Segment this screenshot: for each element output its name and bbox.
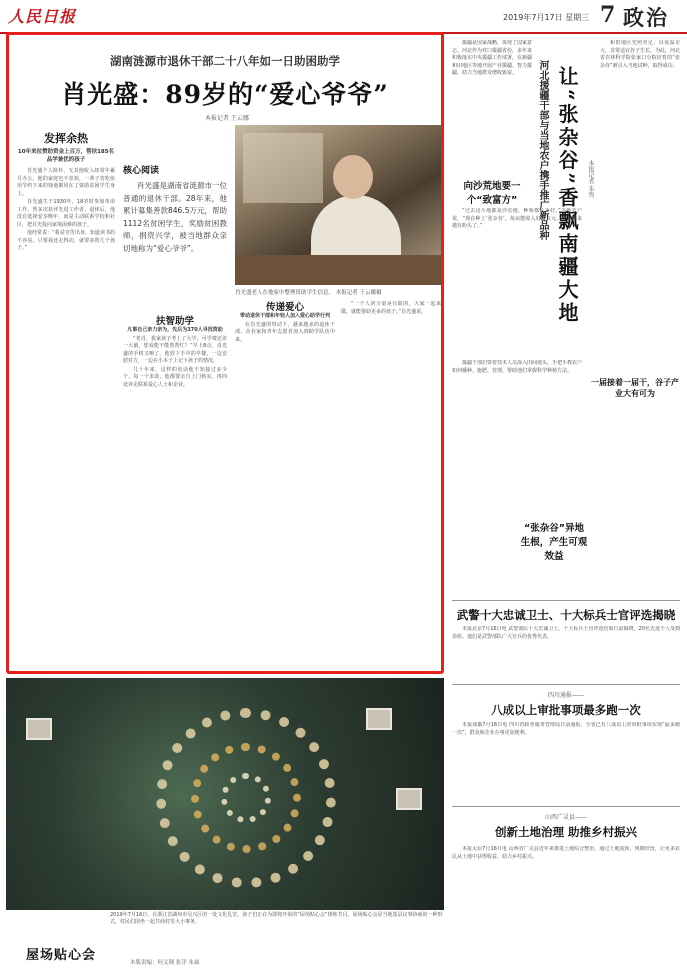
mid-note-2: 带动退休干部和年轻人加入爱心助学行列 <box>239 312 330 319</box>
left-subhead: 发挥余热 <box>44 132 88 145</box>
page-editors: 本版责编：何义钢 张洋 朱焱 <box>130 960 200 966</box>
publication-date: 2019年7月17日 星期三 <box>503 13 590 22</box>
paragraph: 肖光盛个人简朴，无其他收入却常年累月办公，他的家庭也不宽裕，一辈子省吃俭用节约下来的钱他都用在了资助贫困学生身上。 <box>17 168 115 197</box>
sichuan-kicker: 四川通报—— <box>547 692 584 699</box>
paragraph: “老肖，我家孩子考上了大学，可学费还差一大截，您看能不能帮帮忙？”早上8点，肖光盛的手机又响了。他放下手中的早餐，一边安慰对方，一边在小本子上记下孩子的情况。 <box>123 335 227 364</box>
paragraph: 在肖光盛的带动下，越来越多的退休干部、企业家和青年志愿者加入到助学队伍中来。 <box>235 321 335 343</box>
paragraph: 和田地区光照充足、昼夜温差大，非常适宜谷子生长。为此，河北省农林科学院张家口分院培育的“张杂谷”被引入当地试种，取得成功。 <box>600 40 680 69</box>
middle-column-1 <box>123 315 227 665</box>
left-column <box>17 130 115 670</box>
paragraph: “过去这片地都是沙荒地，种啥都长不好。”当地农户说，“现在种上‘张杂谷’，每亩能收入好几百元，日子越来越有盼头了。” <box>452 208 582 229</box>
portrait-photo <box>235 125 441 285</box>
armed-police-text <box>452 626 680 678</box>
sichuan-headline[interactable]: 八成以上审批事项最多跑一次 <box>491 703 641 717</box>
page-number: 7 <box>600 2 616 28</box>
paragraph: 本报成都7月16日电 四川省政务服务管理局日前通报，全省已有八成以上的审批事项实现“最多跑一次”，群众和企业办事更加便利。 <box>452 722 680 736</box>
paragraph: 肖光盛生于1930年，18岁时参加革命工作，曾多次获评先进工作者。退休后，他没有选择安享晚年，而是主动联系学校和社区，把目光投向家境困难的孩子。 <box>17 199 115 228</box>
right-text-column-2 <box>600 40 680 370</box>
mid-note-1: 凡事自己亲力亲为，先后为370人寻找资助 <box>127 326 223 333</box>
feature-subhead-b: “张杂谷”异地生根，产生可观效益 <box>520 523 588 562</box>
feature-subhead-a: 向沙荒地要一个“致富方” <box>463 181 521 206</box>
core-reading-title: 核心阅读 <box>123 166 160 176</box>
article-headline[interactable]: 肖光盛：89岁的“爱心爷爷” <box>61 80 389 109</box>
core-reading-box <box>123 163 227 313</box>
bottom-photo-caption: 2019年7月16日，在浙江省湖州市吴兴区的一处文化礼堂，孩子们正在为即将开始的“屋场贴心会”排练节目。屋场贴心会是当地基层议事协商的一种形式，村民们围坐一起共商村里大小事务。 <box>110 912 443 925</box>
side-subhead: 一届接着一届干，谷子产业大有可为 <box>591 378 679 398</box>
divider <box>452 600 680 601</box>
section-name: 政治 <box>623 5 669 30</box>
main-article[interactable] <box>6 32 444 674</box>
left-note: 10年来拉赞助资金上百万，帮扶185名品学兼优的孩子 <box>17 149 115 163</box>
armed-police-headline[interactable]: 武警十大忠诚卫士、十大标兵士官评选揭晓 <box>456 608 676 622</box>
photo-caption: 肖光盛老人在他家中整理资助学生信息。 本报记者 王云娜摄 <box>235 290 382 296</box>
divider <box>452 684 680 685</box>
middle-column-3 <box>341 301 441 669</box>
shanxi-text <box>452 846 680 966</box>
feature-subtitle: 河北援疆干部与当地农户携手推广新品种 <box>537 60 548 240</box>
paragraph: “一个人的力量是有限的，大家一起来做，就能帮助更多的孩子。”肖光盛说。 <box>341 301 441 315</box>
article-byline: 本报记者 王云娜 <box>205 115 249 122</box>
article-kicker: 湖南涟源市退休干部二十八年如一日助困助学 <box>110 54 340 68</box>
feature-headline[interactable]: 让“张杂谷”香飘南疆大地 <box>555 66 579 326</box>
feature-byline: 本报记者 朱隽 <box>587 160 594 198</box>
right-text-column-1 <box>452 40 532 170</box>
bottom-photo-title: 屋场贴心会 <box>26 948 97 963</box>
paragraph: 他经常说：“我是穷苦出身，知道读书的不容易。只要我还走得动，就要多帮几个孩子。” <box>17 230 115 251</box>
mid-subhead-2: 传递爱心 <box>265 302 304 313</box>
left-body-text <box>17 168 115 253</box>
paragraph: 本报北京7月16日电 武警部队十大忠诚卫士、十大标兵士官评选结果日前揭晓，20名先进个人受到表彰。他们是武警部队广大官兵的优秀代表。 <box>452 626 680 640</box>
core-reading-text: 肖光盛是湖南省涟源市一位普通的退休干部。28年来，他累计募集善款846.5万元，帮助1112名贫困学生，奖励贫困教师，捐资兴学，被当地群众亲切地称为“爱心爷爷”。 <box>123 181 227 253</box>
paragraph: 援疆干部们带着技术人员深入田间地头，手把手教农户如何播种、施肥、管理，帮助他们掌握科学种植方法。 <box>452 360 582 374</box>
shanxi-kicker: 山西广灵县—— <box>544 814 587 821</box>
bottom-photo <box>6 678 444 910</box>
paragraph: 本报太原7月16日电 山西省广灵县近年来推进土地综合整治，通过土地流转、规模经营，让更多农民从土地中获得收益，助力乡村振兴。 <box>452 846 680 860</box>
sichuan-text <box>452 722 680 802</box>
paragraph: 几十年来，这样的电话他不知接过多少个。每一个求助，他都要亲自上门核实，再四处奔走联系爱心人士和企业。 <box>123 366 227 388</box>
divider <box>452 806 680 807</box>
paragraph: 援疆是国家战略，体现了国家意志。河北作为对口援疆省份，多年来积极落实中央援疆工作部署，在新疆和田地区等地开展产业援疆、智力援疆，助力当地群众增收致富。 <box>452 40 532 76</box>
right-text-column-3 <box>452 208 582 348</box>
masthead <box>0 0 687 34</box>
right-text-column-4 <box>452 360 582 510</box>
middle-column-2 <box>235 301 335 669</box>
mid-subhead-1: 扶智助学 <box>155 316 194 327</box>
newspaper-brand: 人民日报 <box>8 7 77 26</box>
shanxi-headline[interactable]: 创新土地治理 助推乡村振兴 <box>494 825 637 839</box>
